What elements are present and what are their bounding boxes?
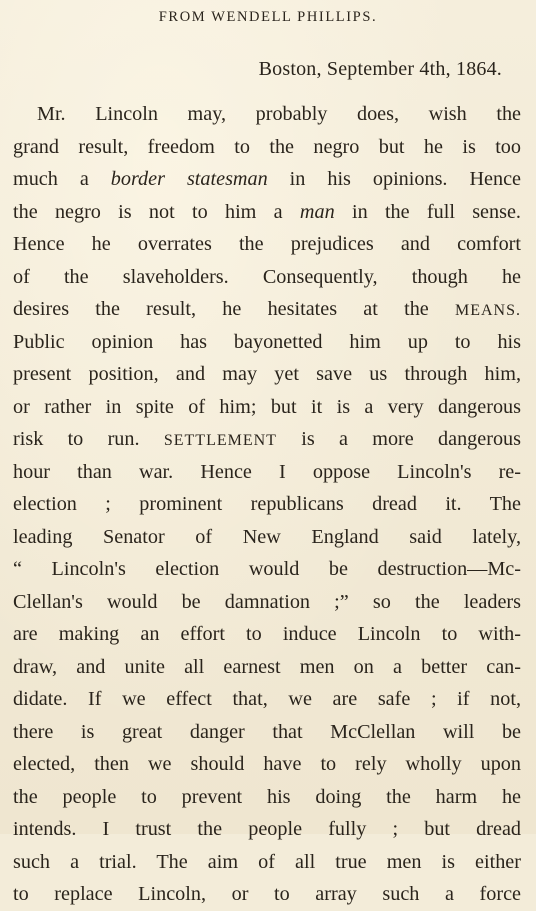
- text-line: [13, 488, 521, 521]
- small-caps-text: MEANS.: [454, 302, 521, 319]
- text-segment: or rather in spite of him; but it is a very dangerous: [13, 395, 521, 418]
- text-line: [13, 716, 521, 749]
- dateline: [259, 58, 502, 81]
- italic-text: border statesman: [110, 168, 268, 190]
- text-segment: of the slaveholders. Consequently, though he: [13, 265, 521, 288]
- text-line: [13, 651, 521, 684]
- text-segment: Mr. Lincoln may, probably does, wish the: [37, 103, 521, 125]
- text-line: [13, 293, 521, 326]
- text-line: [13, 326, 521, 359]
- text-line: [13, 423, 521, 456]
- text-segment: risk to run.: [13, 428, 164, 450]
- text-segment: didate. If we effect that, we are safe ; if not,: [13, 688, 521, 710]
- text-line: [13, 456, 521, 489]
- small-caps-text: SETTLEMENT: [163, 432, 277, 449]
- text-segment: much a: [13, 168, 111, 190]
- text-line: [13, 391, 521, 424]
- text-segment: draw, and unite all earnest men on a better can-: [13, 655, 521, 678]
- text-line: [13, 846, 521, 879]
- text-line: [13, 618, 521, 651]
- text-segment: elected, then we should have to rely wholly upon: [13, 753, 521, 775]
- text-segment: Public opinion has bayonetted him up to his: [13, 330, 521, 353]
- text-segment: in the full sense.: [334, 200, 521, 223]
- text-segment: such a trial. The aim of all true men is either: [13, 850, 521, 873]
- text-line: [13, 131, 521, 164]
- text-segment: “ Lincoln's election would be destruction—Mc-: [13, 558, 521, 580]
- text-line: [13, 878, 521, 911]
- italic-text: man: [299, 200, 335, 223]
- text-segment: Clellan's would be damnation ;” so the leaders: [13, 590, 521, 613]
- text-line: [13, 748, 521, 781]
- text-segment: are making an effort to induce Lincoln to with-: [13, 623, 521, 645]
- letter-body: [13, 98, 521, 911]
- text-segment: the people to prevent his doing the harm he: [13, 785, 521, 808]
- text-segment: in his opinions. Hence: [267, 168, 521, 190]
- text-segment: there is great danger that McClellan will be: [13, 720, 521, 743]
- text-line: [13, 781, 521, 814]
- dateline-text: Boston, September 4th, 1864.: [258, 58, 502, 80]
- text-line: [13, 196, 521, 229]
- text-line: [13, 521, 521, 554]
- text-line: [13, 683, 521, 716]
- text-segment: desires the result, he hesitates at the: [13, 298, 455, 320]
- text-line: [13, 261, 521, 294]
- text-segment: is a more dangerous: [276, 428, 521, 450]
- text-line: [13, 228, 521, 261]
- text-segment: to replace Lincoln, or to array such a force: [13, 883, 521, 905]
- text-segment: intends. I trust the people fully ; but dread: [13, 818, 521, 840]
- text-segment: election ; prominent republicans dread it. The: [13, 493, 521, 515]
- text-line: [13, 553, 521, 586]
- running-head: FROM WENDELL PHILLIPS.: [158, 9, 378, 25]
- text-line: [13, 358, 521, 391]
- text-line: [13, 813, 521, 846]
- text-segment: grand result, freedom to the negro but he is too: [13, 135, 521, 158]
- text-segment: hour than war. Hence I oppose Lincoln's re-: [13, 460, 521, 483]
- text-line: [13, 586, 521, 619]
- text-segment: leading Senator of New England said lately,: [13, 525, 521, 548]
- text-line: [13, 98, 521, 131]
- text-segment: the negro is not to him a: [13, 200, 300, 223]
- text-line: [13, 163, 521, 196]
- text-segment: Hence he overrates the prejudices and comfort: [13, 233, 521, 255]
- text-segment: present position, and may yet save us through him,: [13, 363, 521, 385]
